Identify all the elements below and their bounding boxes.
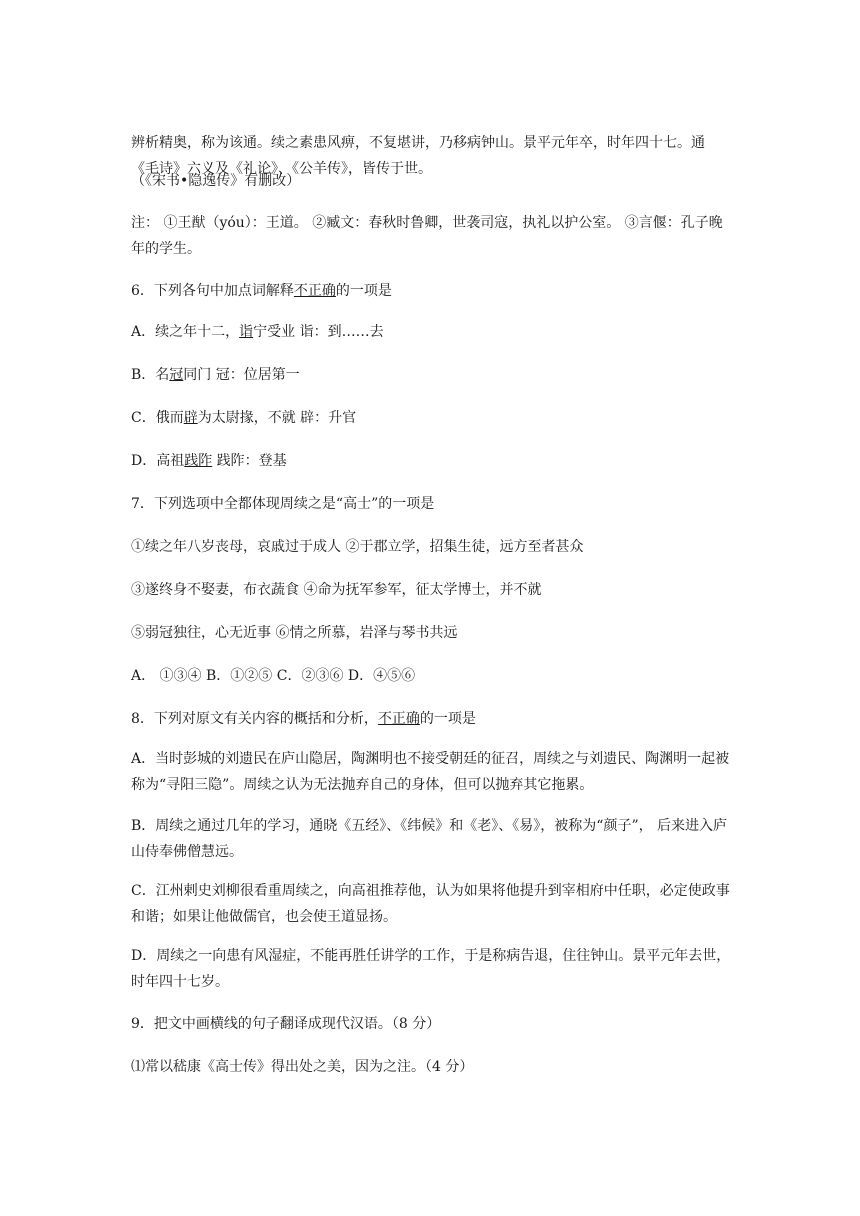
question-6-option-b: B．名冠同门 冠：位居第一: [131, 367, 300, 383]
dotted-word: 辟: [183, 410, 198, 426]
question-7-line-2: ③遂终身不娶妻，布衣蔬食 ④命为抚军参军，征太学博士，并不就: [131, 582, 542, 598]
question-7-options: A． ①③④ B．①②⑤ C．②③⑥ D．④⑤⑥: [131, 668, 416, 684]
question-8-option-d: D．周续之一向患有风湿症，不能再胜任讲学的工作，于是称病告退，住往钟山。景平元年去世，时年四十七岁。: [131, 948, 731, 990]
dotted-word: 冠: [169, 367, 184, 383]
question-8-option-a: A．当时彭城的刘遗民在庐山隐居，陶渊明也不接受朝廷的征召，周续之与刘遗民、陶渊明一起被称为“寻阳三隐”。周续之认为无法抛弃自己的身体，但可以抛弃其它拖累。: [131, 751, 730, 793]
passage-tail: 辨析精奥，称为该通。续之素患风痹，不复堪讲，乃移病钟山。景平元年卒，时年四十七。通《毛诗》六义及《礼论》、《公羊传》，皆传于世。: [131, 135, 705, 177]
annotation-notes: 注： ①王猷（yóu）：王道。 ②臧文：春秋时鲁卿，世袭司寇，执礼以护公室。 ③言偃：孔子晚年的学生。: [131, 215, 723, 257]
question-8-stem: 8．下列对原文有关内容的概括和分析，不正确的一项是: [131, 711, 476, 727]
question-6-stem: 6．下列各句中加点词解释不正确的一项是: [131, 283, 392, 299]
question-7-line-1: ①续之年八岁丧母，哀戚过于成人 ②于郡立学，招集生徒，远方至者甚众: [131, 539, 584, 555]
question-6-option-a: A．续之年十二，诣宁受业 诣：到……去: [131, 324, 384, 340]
question-7-stem: 7．下列选项中全都体现周续之是“高士”的一项是: [131, 496, 435, 512]
source-citation: （《宋书•隐逸传》有删改）: [131, 173, 301, 189]
question-7-line-3: ⑤弱冠独往，心无近事 ⑥情之所慕，岩泽与琴书共远: [131, 625, 458, 641]
dotted-word: 践阼: [184, 453, 213, 469]
dotted-word: 诣: [239, 324, 254, 340]
question-8-option-c: C．江州剌史刘柳很看重周续之，向高祖推荐他，认为如果将他提升到宰相府中任职，必定使政事和谐；如果让他做儒官，也会使王道显扬。: [131, 883, 730, 925]
question-8-option-b: B．周续之通过几年的学习，通晓《五经》、《纬候》和《老》、《易》，被称为“颜子”， 后来进入庐山侍奉佛僧慧远。: [131, 818, 728, 860]
emphasis-underline: 不正确: [377, 711, 420, 727]
question-9-item-1: ⑴常以嵇康《高士传》得出处之美，因为之注。（4 分）: [131, 1059, 474, 1075]
question-6-option-d: D．高祖践阼 践阼：登基: [131, 453, 287, 469]
question-9-stem: 9．把文中画横线的句子翻译成现代汉语。（8 分）: [131, 1016, 441, 1032]
emphasis-underline: 不正确: [293, 283, 336, 299]
question-6-option-c: C．俄而辟为太尉掾，不就 辟：升官: [131, 410, 357, 426]
